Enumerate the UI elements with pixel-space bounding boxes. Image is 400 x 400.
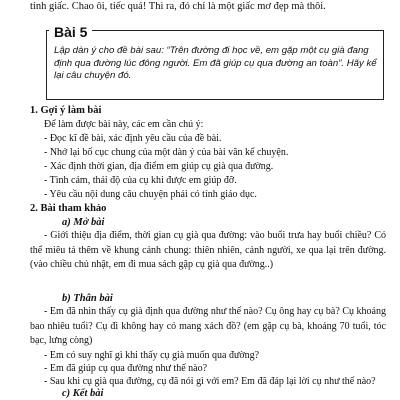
hint-item: - Tình cảm, thái độ của cụ khi được em giúp đỡ. <box>44 175 237 186</box>
opening-paragraph: - Giới thiệu địa điểm, thời gian cụ già qua đường: vào buổi trưa hay buổi chiều? Có thể miêu tả thêm về khung cảnh chung: thiên nhiên, cảnh người, xe qua lại trên đường. (vào chiều chủ nhật, em đi mua sách gặp cụ già qua đường..) <box>30 230 386 270</box>
section-title-hints: 1. Gợi ý làm bài <box>30 105 102 116</box>
exercise-label: Bài 5 <box>49 24 92 40</box>
hint-item: - Nhớ lại bố cục chung của một dàn ý của bài văn kể chuyện. <box>44 147 289 158</box>
body-paragraph: - Em đã nhìn thấy cụ già định qua đường như thế nào? Cụ ông hay cụ bà? Cụ khoảng bao nhiêu tuổi? Cụ đi không hay có mang xách đồ? (em gặp cụ bà, khoảng 70 tuổi, tóc bạc, lưng còng) <box>30 306 386 346</box>
body-paragraph: - Em đã giúp cụ qua đường như thế nào? <box>44 363 208 374</box>
body-paragraph: - Sau khi cụ già qua đường, cụ đã nói gì với em? Em đã đáp lại lời cụ như thế nào? <box>44 376 376 387</box>
body-paragraph: - Em có suy nghĩ gì khi thấy cụ già muốn qua đường? <box>44 350 260 361</box>
subsection-title-closing: c) Kết bài <box>62 388 104 399</box>
exercise-task: Lập dàn ý cho đề bài sau: “Trên đường đi học về, em gặp một cụ già đang định qua đường lúc đông người. Em đã giúp cụ qua đường an toàn”. Hãy kể lại câu chuyện đó. <box>54 45 377 81</box>
section-title-reference: 2. Bài tham khảo <box>30 203 107 214</box>
subsection-title-opening: a) Mở bài <box>62 217 105 228</box>
previous-paragraph-end: tỉnh giấc. Chao ôi, tiếc quá! Thì ra, đó chỉ là một giấc mơ đẹp mà thôi. <box>30 1 326 12</box>
hint-item: - Đọc kĩ đề bài, xác định yêu cầu của đề bài. <box>44 133 222 144</box>
hints-intro: Để làm được bài này, các em cần chú ý: <box>44 119 204 130</box>
subsection-title-body: b) Thân bài <box>62 293 113 304</box>
hint-item: - Yêu cầu nội dung câu chuyện phải có tính giáo dục. <box>44 189 257 200</box>
hint-item: - Xác định thời gian, địa điểm em giúp cụ già qua đường. <box>44 161 274 172</box>
